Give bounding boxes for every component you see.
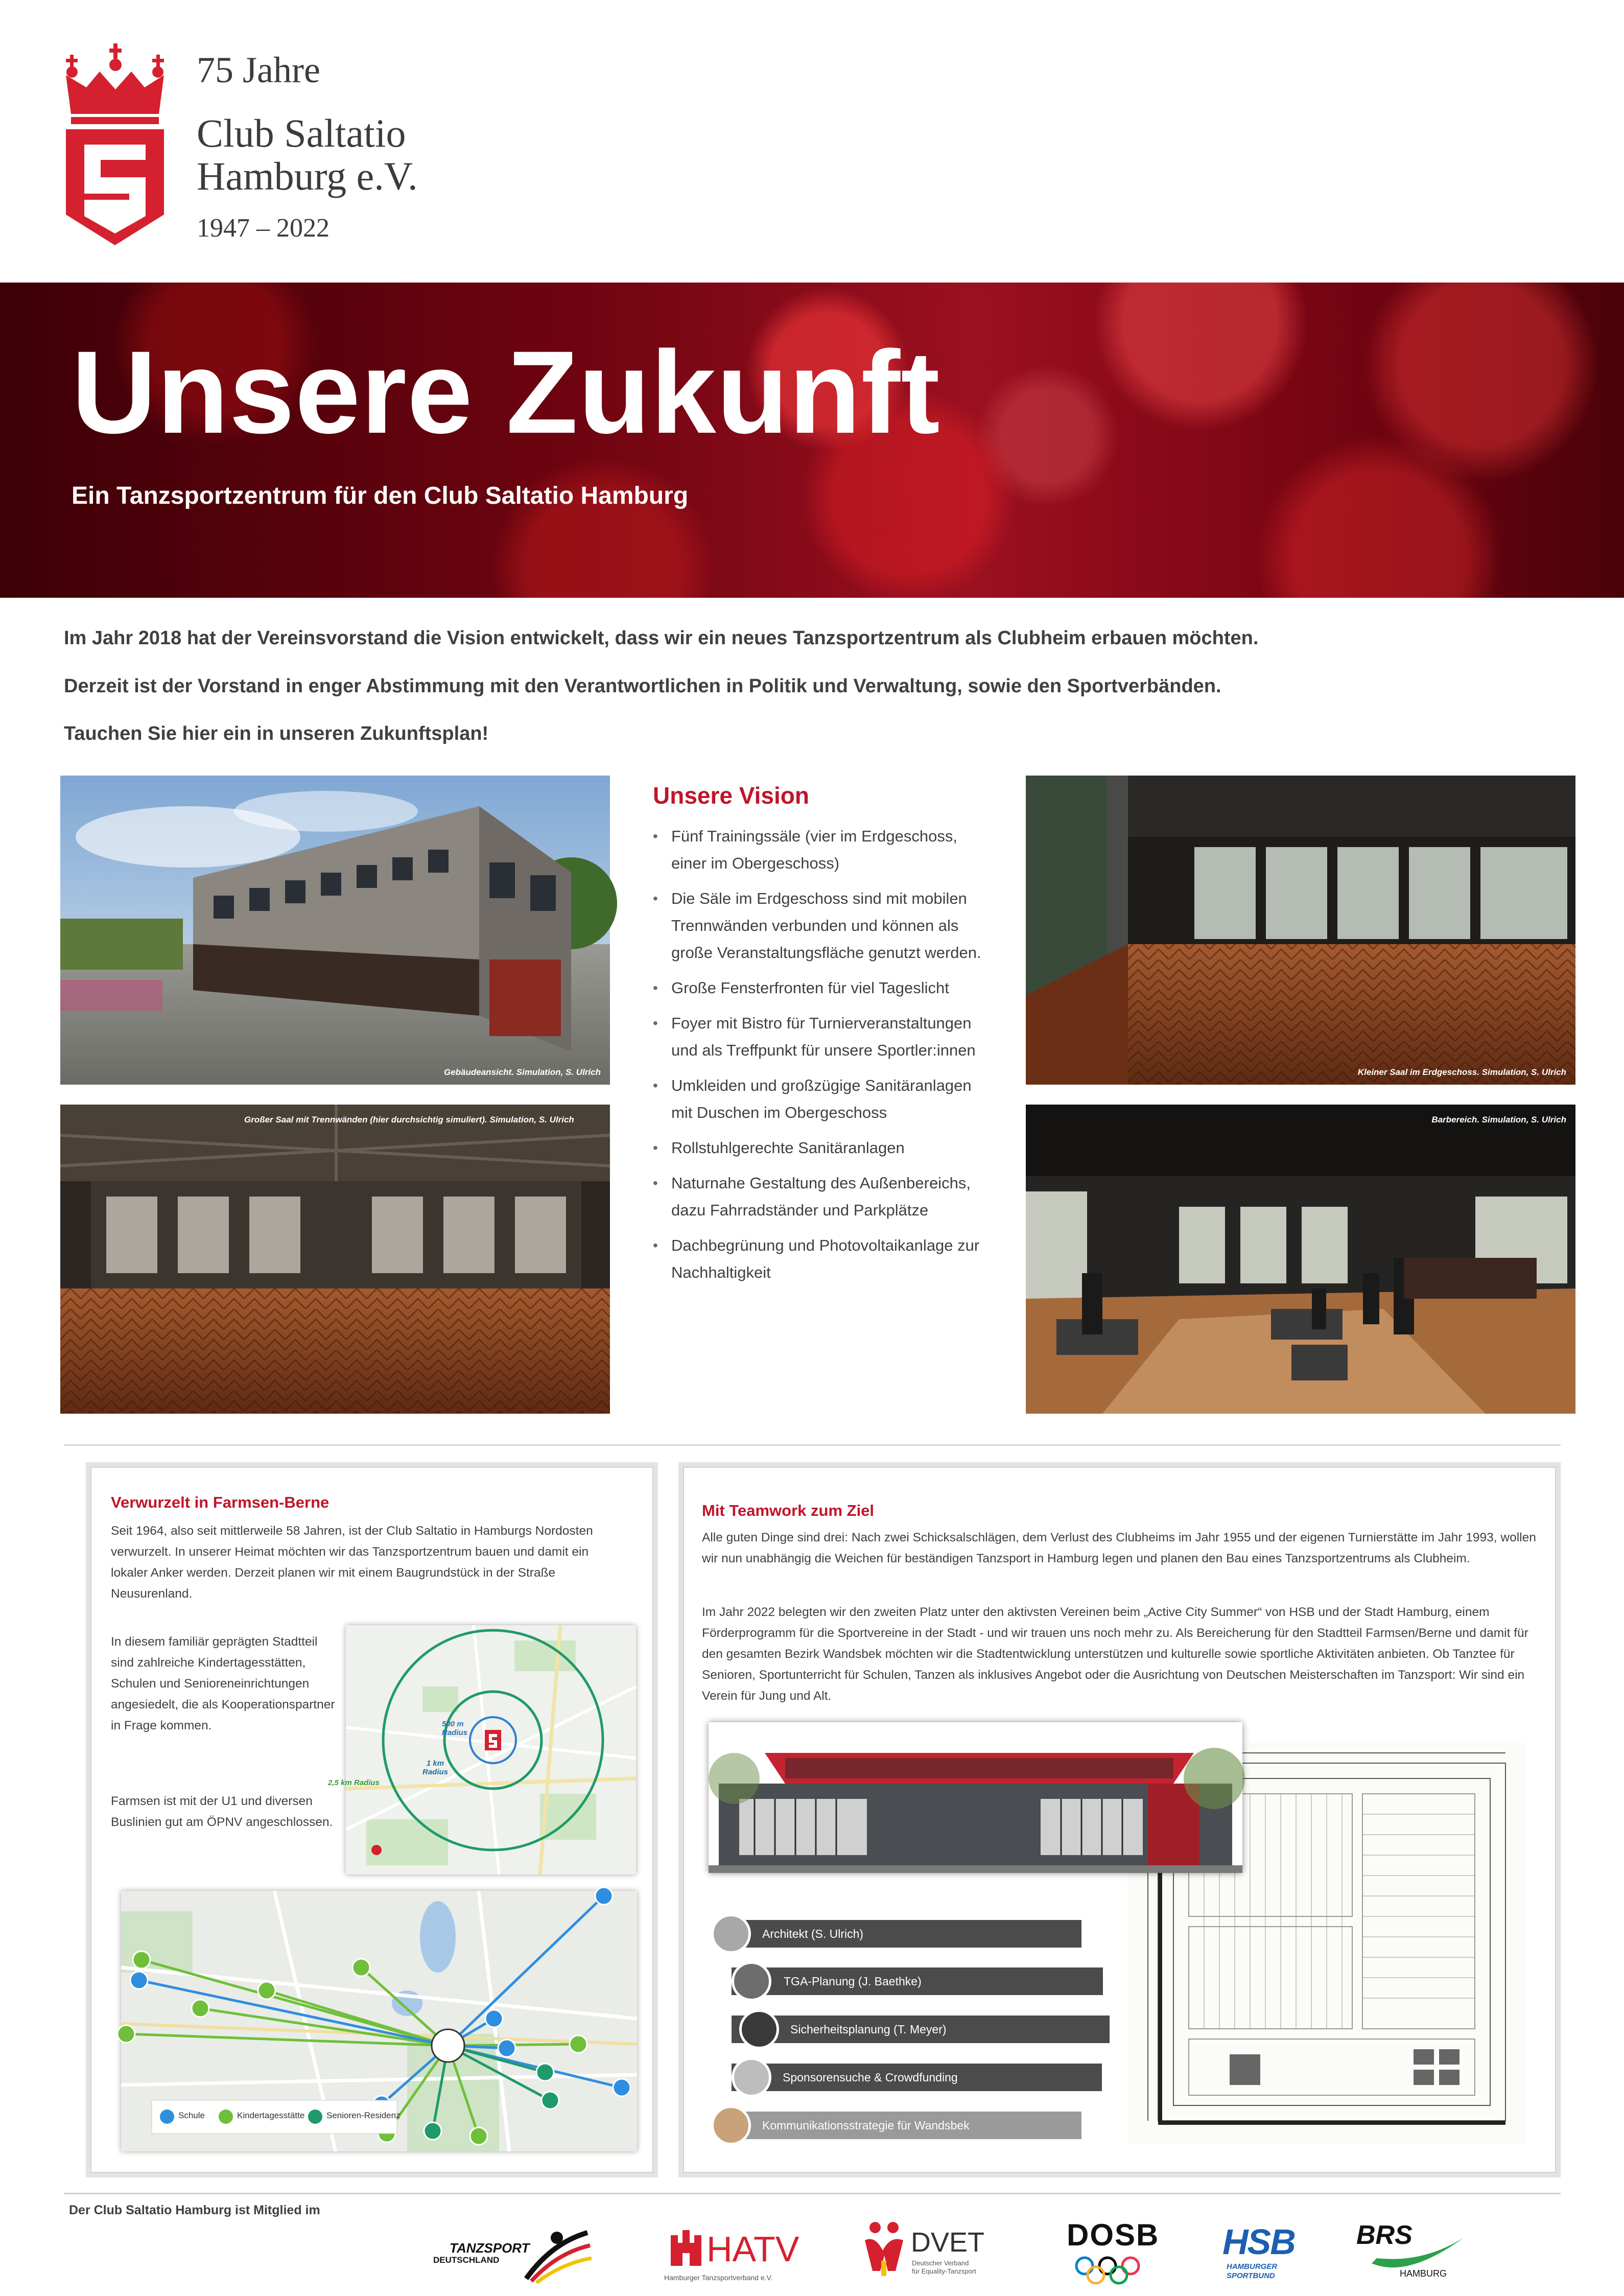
intro-line-1: Im Jahr 2018 hat der Vereinsvorstand die Vision entwickelt, dass wir ein neues Tanzsportzentrum als Clubheim erbauen möchten. <box>64 627 1259 649</box>
photo-great-hall <box>60 1105 610 1414</box>
photo-small-hall <box>1026 776 1575 1085</box>
title-banner <box>0 283 1624 598</box>
team-item-tga: TGA-Planung (J. Baethke) <box>732 1967 1103 1995</box>
security-avatar-icon <box>739 2009 779 2049</box>
roots-title: Verwurzelt in Farmsen-Berne <box>111 1493 329 1511</box>
tsd-swirl-icon <box>521 2222 593 2284</box>
dvet-text: DVET <box>911 2227 985 2258</box>
tsd-top-text: TANZSPORT <box>450 2240 530 2256</box>
photo-caption: Großer Saal mit Trennwänden (hier durchsichtig simuliert). Simulation, S. Ulrich <box>244 1115 574 1124</box>
photo-bar-area <box>1026 1105 1575 1414</box>
partner-network-map <box>121 1891 637 2151</box>
teamwork-paragraph-1: Alle guten Dinge sind drei: Nach zwei Schicksalschlägen, dem Verlust des Clubheims im Jahr 1955 und der eigenen Turnierstätte im Jahr 1993, wollen wir nun unabhängig die Weichen für beständigen Tanzsport in Hamburg legen und planen den Bau eines Tanzsportzentrums als Clubheim. <box>702 1531 1536 1565</box>
intro-line-3: Tauchen Sie hier ein in unseren Zukunftsplan! <box>64 723 489 744</box>
membership-label: Der Club Saltatio Hamburg ist Mitglied im <box>69 2203 320 2217</box>
page-subtitle: Ein Tanzsportzentrum für den Club Saltatio Hamburg <box>72 482 689 509</box>
intro-line-2: Derzeit ist der Vorstand in enger Abstimmung mit den Verantwortlichen in Politik und Verwaltung, sowie den Sportverbänden. <box>64 675 1221 697</box>
photo-caption: Kleiner Saal im Erdgeschoss. Simulation, S. Ulrich <box>1357 1067 1566 1077</box>
footer-divider <box>64 2193 1561 2194</box>
vision-item: • Umkleiden und großzügige Sanitäranlagen mit Duschen im Obergeschoss <box>653 1072 995 1126</box>
vision-item: • Die Säle im Erdgeschoss sind mit mobilen Trennwänden verbunden und können als große Veranstaltungsfläche genutzt werden. <box>653 885 995 966</box>
vision-item: • Naturnahe Gestaltung des Außenbereichs, dazu Fahrradständer und Parkplätze <box>653 1169 995 1224</box>
tga-avatar-icon <box>732 1961 771 2001</box>
vision-title: Unsere Vision <box>653 782 809 809</box>
logo-brs <box>1356 2217 1479 2294</box>
logo-hsb <box>1222 2217 1304 2294</box>
panel-roots <box>86 1462 658 2177</box>
vision-item: • Dachbegrünung und Photovoltaikanlage zur Nachhaltigkeit <box>653 1232 995 1286</box>
crown-s-emblem-icon <box>64 43 166 245</box>
legend-senioren: Senioren-Residenz <box>326 2111 401 2120</box>
photo-caption: Gebäudeansicht. Simulation, S. Ulrich <box>443 1067 601 1077</box>
team-item-architect: Architekt (S. Ulrich) <box>732 1920 1081 1948</box>
legend-schule: Schule <box>178 2111 205 2120</box>
tsd-bottom-text: DEUTSCHLAND <box>433 2255 500 2265</box>
club-years: 1947 – 2022 <box>197 214 329 243</box>
vision-item: • Rollstuhlgerechte Sanitäranlagen <box>653 1134 995 1161</box>
vision-item: • Große Fensterfronten für viel Tageslicht <box>653 974 995 1001</box>
hatv-sub-text: Hamburger Tanzsportverband e.V. <box>664 2274 773 2282</box>
vision-item: • Foyer mit Bistro für Turnierveranstaltungen und als Treffpunkt für unsere Sportler:innen <box>653 1010 995 1064</box>
dosb-text: DOSB <box>1067 2218 1160 2252</box>
hsb-sub-2: SPORTBUND <box>1227 2271 1275 2280</box>
club-name-line1: Club Saltatio <box>197 111 406 155</box>
teamwork-title: Mit Teamwork zum Ziel <box>702 1502 875 1519</box>
anniversary-label: 75 Jahre <box>197 50 320 90</box>
map-label-1km: 1 km Radius <box>422 1759 448 1776</box>
dvet-dancers-icon <box>860 2220 908 2276</box>
roots-paragraph-1: Seit 1964, also seit mittlerweile 58 Jahren, ist der Club Saltatio in Hamburgs Nordosten verwurzelt. In unserer Heimat möchten wir das Tanzsportzentrum bauen und damit ein lokaler Anker werden. Derzeit planen wir mit einem Baugrundstück in der Straße Neusurenland. <box>111 1524 593 1601</box>
facade-elevation <box>709 1722 1242 1873</box>
roots-paragraph-2: In diesem familiär geprägten Stadtteil sind zahlreiche Kindertagesstätten, Schulen und Senioreneinrichtungen angesiedelt, die als Kooperationspartner in Frage kommen. <box>111 1635 335 1732</box>
map-label-500m: 500 m Radius <box>442 1720 468 1737</box>
club-logo <box>64 43 166 245</box>
photo-caption: Barbereich. Simulation, S. Ulrich <box>1431 1115 1566 1124</box>
hatv-castle-icon <box>663 2225 709 2271</box>
team-item-communication: Kommunikationsstrategie für Wandsbek <box>732 2112 1081 2139</box>
logo-tanzsport-deutschland <box>429 2217 593 2294</box>
communication-avatar-icon <box>711 2105 751 2145</box>
legend-kita: Kindertagesstätte <box>237 2111 305 2120</box>
section-divider <box>64 1444 1561 1446</box>
photo-building-exterior <box>60 776 610 1085</box>
brs-sub-text: HAMBURG <box>1400 2268 1447 2279</box>
hatv-text: HATV <box>707 2229 799 2269</box>
club-name-line2: Hamburg e.V. <box>197 154 418 198</box>
hsb-text: HSB <box>1222 2222 1295 2262</box>
team-item-sponsoring: Sponsorensuche & Crowdfunding <box>732 2064 1102 2091</box>
dvet-sub-1: Deutscher Verband <box>912 2259 969 2267</box>
vision-item: • Fünf Trainingssäle (vier im Erdgeschoss, einer im Obergeschoss) <box>653 823 995 877</box>
sponsoring-avatar-icon <box>732 2057 771 2097</box>
brs-swoosh-icon <box>1367 2233 1469 2274</box>
logo-dosb <box>1067 2217 1160 2294</box>
map-label-25km: 2,5 km Radius <box>328 1778 380 1787</box>
vision-list <box>653 823 995 1294</box>
teamwork-paragraph-2: Im Jahr 2022 belegten wir den zweiten Platz unter den aktivsten Vereinen beim „Active City Summer“ von HSB und der Stadt Hamburg, einem Förderprogramm für die Sportvereine in der Stadt - und wir trauen uns noch mehr zu. Als Bereicherung für den Stadtteil Farmsen/Berne und damit für den gesamten Bezirk Wandsbek möchten wir die Stadtentwicklung unterstützen und kulturelle sowie sportliche Aktivitäten anbieten. Ob Tanztee für Senioren, Sportunterricht für Schulen, Tanzen als inklusives Angebot oder die Ausrichtung von Deutschen Meisterschaften im Tanzsport: Wir sind ein Verein für Jung und Alt. <box>702 1605 1528 1703</box>
club-name-block <box>197 49 418 244</box>
architect-avatar-icon <box>711 1914 751 1954</box>
radius-map <box>328 1625 636 1875</box>
page-title: Unsere Zukunft <box>72 326 940 458</box>
logo-dvet <box>860 2217 993 2294</box>
panel-teamwork <box>678 1462 1561 2177</box>
hsb-sub-1: HAMBURGER <box>1227 2262 1278 2271</box>
team-item-security: Sicherheitsplanung (T. Meyer) <box>732 2016 1110 2043</box>
logo-hatv <box>663 2217 799 2294</box>
olympic-rings-icon <box>1072 2256 1143 2286</box>
roots-paragraph-3: Farmsen ist mit der U1 und diversen Buslinien gut am ÖPNV angeschlossen. <box>111 1794 333 1829</box>
brs-text: BRS <box>1356 2220 1413 2250</box>
dvet-sub-2: für Equality-Tanzsport <box>912 2267 976 2275</box>
